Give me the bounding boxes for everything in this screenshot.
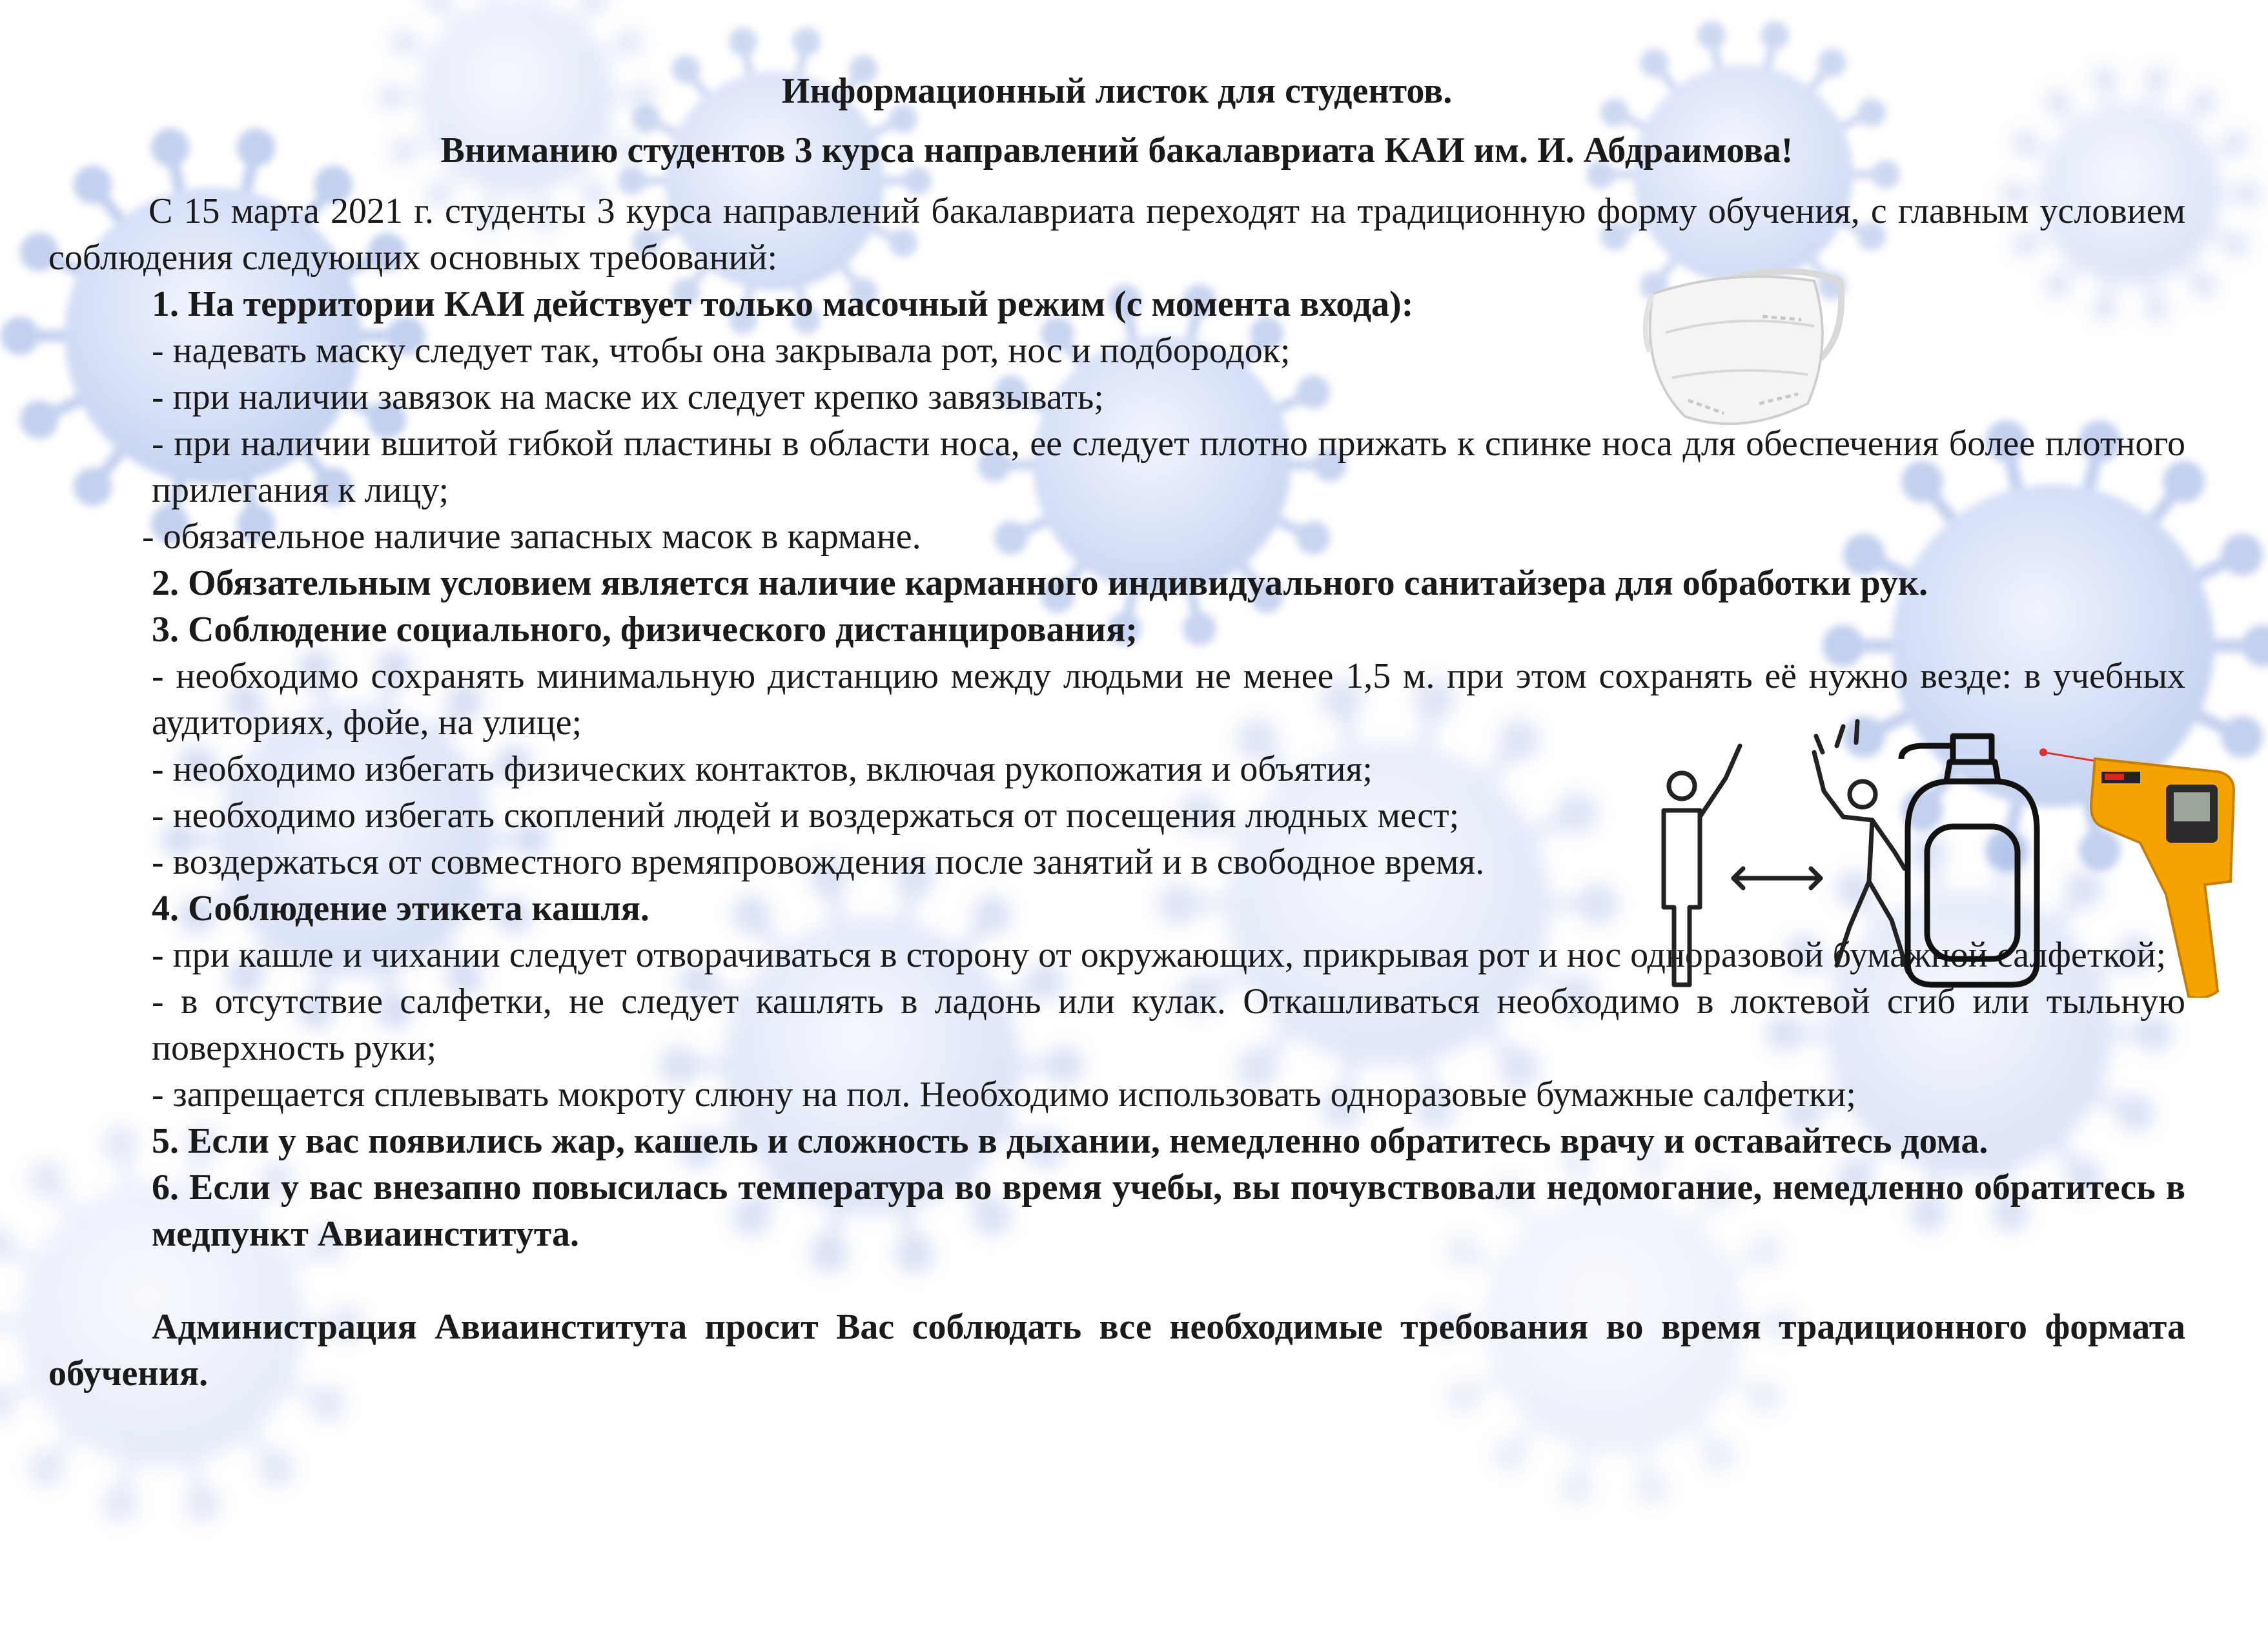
section-2-heading: 2. Обязательным условием является наличие карманного индивидуального санитайзера для обработки рук. <box>152 563 1928 603</box>
sanitizer-bottle-icon <box>1901 736 2037 985</box>
section-1-item: - при наличии завязок на маске их следует крепко завязывать; <box>152 377 1104 417</box>
closing-paragraph: Администрация Авиаинститута просит Вас соблюдать все необходимые требования во время традиционного формата обучения. <box>48 1307 2185 1394</box>
section-4-item: - в отсутствие салфетки, не следует кашлять в ладонь или кулак. Откашливаться необходимо в локтевой сгиб или тыльную поверхность руки; <box>152 982 2185 1068</box>
section-3-item: - необходимо избегать физических контактов, включая рукопожатия и объятия; <box>152 749 1373 789</box>
section-3-heading: 3. Соблюдение социального, физического дистанцирования; <box>152 610 1138 650</box>
section-4-item: - запрещается сплевывать мокроту слюну на пол. Необходимо использовать одноразовые бумажные салфетки; <box>152 1075 1856 1115</box>
section-3-item: - необходимо избегать скоплений людей и воздержаться от посещения людных мест; <box>152 796 1460 836</box>
section-3-item: - необходимо сохранять минимальную дистанцию между людьми не менее 1,5 м. при этом сохранять её нужно везде: в учебных аудиториях, фойе, на улице; <box>152 656 2185 743</box>
section-6-text: 6. Если у вас внезапно повысилась температура во время учебы, вы почувствовали недомогание, немедленно обратитесь в медпункт Авиаинститута. <box>152 1168 2185 1254</box>
intro-paragraph: С 15 марта 2021 г. студенты 3 курса направлений бакалавриата переходят на традиционную форму обучения, с главным условием соблюдения следующих основных требований: <box>48 191 2185 278</box>
section-1-item: - обязательное наличие запасных масок в кармане. <box>142 517 921 557</box>
social-distancing-icon <box>1664 721 1908 985</box>
section-5-text: 5. Если у вас появились жар, кашель и сложность в дыхании, немедленно обратитесь врачу и оставайтесь дома. <box>152 1121 1988 1161</box>
hygiene-illustrations <box>1650 714 2250 998</box>
section-4-item: - при кашле и чихании следует отворачиваться в сторону от окружающих, прикрывая рот и нос одноразовой бумажной салфеткой; <box>152 935 2167 975</box>
infrared-thermometer-illustration <box>2039 748 2234 998</box>
spacer <box>48 1257 2185 1304</box>
section-4-heading: 4. Соблюдение этикета кашля. <box>152 889 649 929</box>
section-1-item: - надевать маску следует так, чтобы она закрывала рот, нос и подбородок; <box>152 331 1291 371</box>
page-title: Информационный листок для студентов. <box>781 71 1453 111</box>
section-1-heading: 1. На территории КАИ действует только масочный режим (с момента входа): <box>152 284 1414 324</box>
section-1-item: - при наличии вшитой гибкой пластины в области носа, ее следует плотно прижать к спинке носа для обеспечения более плотного прилегания к лицу; <box>152 424 2185 510</box>
section-3-item: - воздержаться от совместного времяпровождения после занятий и в свободное время. <box>152 842 1485 882</box>
page-subtitle: Вниманию студентов 3 курса направлений бакалавриата КАИ им. И. Абдраимова! <box>440 130 1793 170</box>
face-mask-illustration <box>1627 255 1846 442</box>
